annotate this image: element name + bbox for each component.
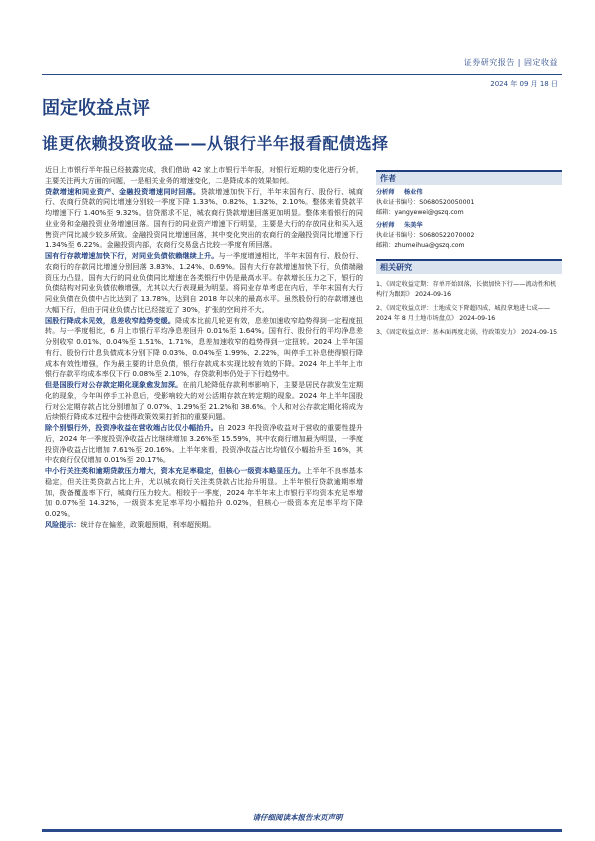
report-date: 2024 年 09 月 18 日 bbox=[490, 80, 558, 88]
analyst-name: 杨业伟 bbox=[404, 189, 423, 196]
analyst-cert: 执业证书编号：S0680522070002 bbox=[376, 232, 475, 239]
asset-quality-heading: 中小行关注类和逾期贷款压力增大，资本充足率稳定，但核心一级资本略显压力。 bbox=[45, 466, 306, 475]
deposit-text: 与一季度增速相比，半年末国有行、股份行、农商行的存款同比增速分别回落 3.83%、1.24%、0.69%。国有大行存款增速加快下行，负债端融资压力凸显，国有大行的同业负债同比增速在各类银行中仍是最高水平。存款增长压力之下，银行的负债结构对同业负债依赖增强，尤其以大行表现最为明显。将同业存单考虑在内后，半年末国有大行同业负债在负债中占比达到了 13.78%，达到自 2018 年以来的最高水平。虽然股份行的存款增速也大幅下行，但由于同业负债占比已经接近了 30%，扩张的空间并不大。 bbox=[45, 251, 364, 314]
related-research-item[interactable]: 2、《固定收益点评：土地成交下降超四成，城投拿地进七成——2024 年 8 月土地市场盘点》 2024-09-16 bbox=[376, 305, 551, 322]
header-divider bbox=[42, 74, 562, 75]
deposit-paragraph bbox=[45, 251, 363, 316]
asset-quality-paragraph bbox=[45, 466, 363, 520]
analyst-role: 分析师 bbox=[376, 189, 395, 196]
footer-bar bbox=[42, 829, 562, 832]
related-research-item[interactable]: 1、《固定收益定期：存单开始回落，长债加快下行——流动性和机构行为跟踪》 2024-09-16 bbox=[376, 281, 557, 298]
report-category: 固定收益点评 bbox=[42, 98, 150, 119]
footer-disclaimer: 请仔细阅读本报告末页声明 bbox=[252, 813, 343, 822]
cost-paragraph bbox=[45, 316, 363, 381]
investment-income-heading: 除个别银行外，投资净收益在营收端占比仅小幅抬升。 bbox=[45, 423, 218, 432]
risk-text: 统计存在偏差，政策超预期，利率超预期。 bbox=[80, 519, 216, 529]
sidebar bbox=[376, 170, 562, 342]
main-body bbox=[45, 165, 363, 531]
report-title: 谁更依赖投资收益——从银行半年报看配债选择 bbox=[42, 134, 389, 153]
loan-growth-paragraph bbox=[45, 187, 363, 252]
time-deposit-paragraph bbox=[45, 380, 363, 423]
analyst-1 bbox=[376, 188, 562, 218]
time-deposit-heading: 但是国股行对公存款定期化现象愈发加深。 bbox=[45, 380, 183, 389]
analyst-email[interactable]: 邮箱：yangyewei@gszq.com bbox=[376, 209, 464, 216]
related-research-list bbox=[376, 280, 562, 338]
analyst-2 bbox=[376, 221, 562, 251]
intro-paragraph bbox=[45, 165, 363, 187]
analyst-role: 分析师 bbox=[376, 222, 395, 229]
loan-growth-text: 贷款增速加快下行，半年末国有行、股份行、城商行、农商行贷款的同比增速分别较一季度下降 1.33%、0.82%、1.32%、2.10%。整体来看贷款平均增速下行 1.40%至 9.32%。信贷需求不足，城农商行贷款增速回落更加明显。整体来看银行的同业业务和金融投资业务增速回落。国有行的同业资产增速下行明显，主要是大行的存放同业和买入返售资产同比减少较多所致。金融投资同比增速回落，其中变化突出的农商行的金融投资同比增速下行 1.34%至 6.22%。金融投资内部，农商行交易盘占比较一季度有所回落。 bbox=[45, 186, 363, 250]
related-research-header: 相关研究 bbox=[376, 259, 562, 274]
analyst-cert: 执业证书编号：S0680520050001 bbox=[376, 199, 475, 206]
analyst-name: 朱美华 bbox=[404, 222, 423, 229]
author-section-header: 作者 bbox=[376, 170, 562, 185]
report-type-label: 证券研究报告 | 固定收益 bbox=[463, 58, 558, 67]
intro-text: 近日上市银行半年报已经披露完成，我们借助 42 家上市银行半年报，对银行近期的变化进行分析，主要关注两大方面的问题，一是相关业务的增速变化，二是降成本的效果如何。 bbox=[45, 165, 363, 185]
risk-paragraph bbox=[45, 520, 363, 531]
loan-growth-heading: 贷款增速和同业资产、金融投资增速同时回落。 bbox=[45, 186, 201, 196]
asset-quality-text: 上半年不良率基本稳定，但关注类贷款占比上升，尤以城农商行关注类贷款占比抬升明显。上半年银行贷款逾期率增加，拨备覆盖率下行，城商行压力较大。相较于一季度，2024 年半年末上市银行平均资本充足率增加 0.07%至 14.32%，一级资本充足率平均小幅抬升 0.02%，但核心一级资本充足率平均下降 0.02%。 bbox=[45, 466, 364, 518]
related-research-item[interactable]: 3、《固定收益点评：基本面再度走弱，待政策发力》 2024-09-15 bbox=[376, 329, 558, 336]
investment-income-text: 自 2023 年投资净收益对于营收的重要性提升后，2024 年一季度投资净收益占比继续增加 3.26%至 15.59%，其中农商行增加最为明显，一季度投资净收益占比增加 7.61%至 20.16%。上半年来看，投资净收益占比均值仅小幅抬升至 16%，其中农商行仅仅增加 0.01%至 20.17%。 bbox=[45, 423, 363, 465]
investment-income-paragraph bbox=[45, 423, 363, 466]
cost-heading: 国股行降成本见效，息差收窄趋势变缓。 bbox=[45, 315, 176, 325]
cost-text: 降成本比前几轮更有效，息差加速收窄趋势得到一定程度扭转。与一季度相比，6 月上市银行平均净息差回升 0.01%至 1.64%。国有行、股份行的平均净息差分别收窄 0.01%、0.04%至 1.51%、1.71%，息差加速收窄的趋势得到一定扭转。2024 上半年国有行、股份行计息负债成本分别下降 0.03%、0.04%至 1.99%、2.22%，叫停手工补息使得银行降成本有效性增强，作为最主要的计息负债，银行存款成本实现比较有效的下降。2024 年上半年上市银行存款平均成本率仅下行 0.08%至 2.10%，存贷款利率仍处于下行趋势中。 bbox=[45, 315, 364, 379]
time-deposit-text: 在前几轮降低存款利率影响下，主要是居民存款发生定期化的现象，今年叫停手工补息后，受影响较大的对公活期存款在转定期的现象。2024 年上半年国股行对公定期存款占比分别增加了 0.07%、1.29%至 21.2%和 38.6%。个人和对公存款定期化将成为后续银行降成本过程中会使得政策效果打折扣的重要问题。 bbox=[45, 380, 364, 422]
risk-heading: 风险提示： bbox=[45, 519, 81, 529]
analyst-email[interactable]: 邮箱：zhumeihua@gszq.com bbox=[376, 242, 465, 249]
deposit-heading: 国有行存款增速加快下行，对同业负债依赖继续上升。 bbox=[45, 251, 219, 260]
